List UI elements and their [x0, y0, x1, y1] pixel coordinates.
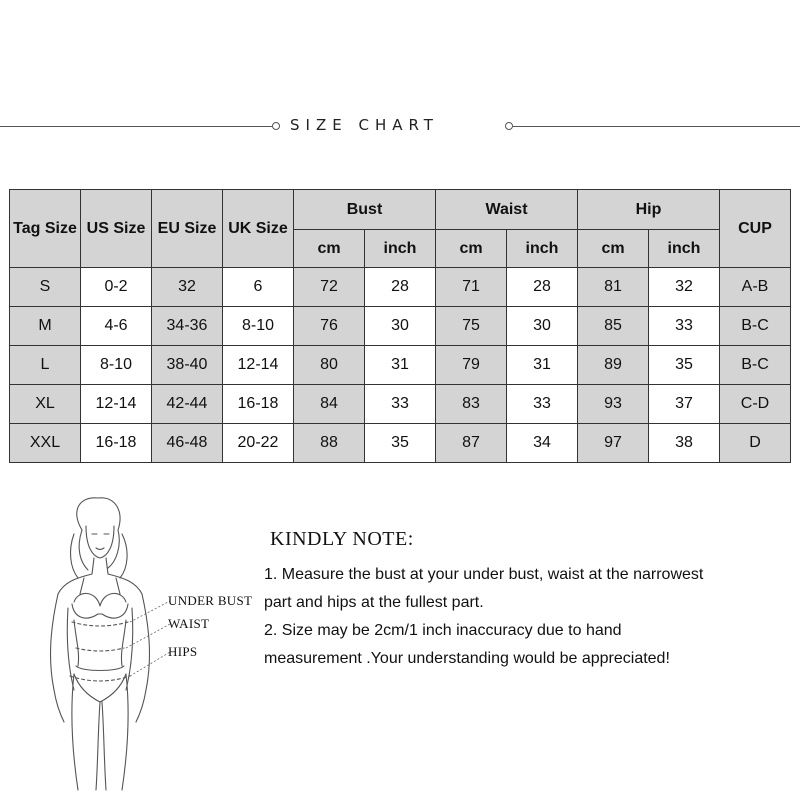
cell-waist-cm: 83 — [436, 385, 507, 424]
header-waist: Waist — [436, 190, 578, 230]
cell-bust-cm: 80 — [294, 346, 365, 385]
cell-bust-cm: 84 — [294, 385, 365, 424]
page-title: SIZE CHART — [290, 116, 439, 134]
cell-waist-inch: 34 — [507, 424, 578, 463]
header-uk-size: UK Size — [223, 190, 294, 268]
cell-uk: 12-14 — [223, 346, 294, 385]
cell-uk: 16-18 — [223, 385, 294, 424]
header-hip-inch: inch — [649, 230, 720, 268]
table-row — [10, 385, 791, 424]
cell-waist-inch: 30 — [507, 307, 578, 346]
cell-waist-inch: 28 — [507, 268, 578, 307]
header-eu-size: EU Size — [152, 190, 223, 268]
header-bust-inch: inch — [365, 230, 436, 268]
header-dot-left-icon — [272, 122, 280, 130]
cell-bust-cm: 88 — [294, 424, 365, 463]
cell-eu: 32 — [152, 268, 223, 307]
woman-figure-icon — [20, 490, 260, 800]
cell-hip-inch: 38 — [649, 424, 720, 463]
cell-us: 4-6 — [81, 307, 152, 346]
label-hips: HIPS — [168, 644, 198, 659]
header-line-right — [513, 126, 800, 127]
cell-waist-cm: 87 — [436, 424, 507, 463]
cell-tag: XXL — [10, 424, 81, 463]
cell-bust-inch: 30 — [365, 307, 436, 346]
body-measurement-figure — [20, 490, 260, 800]
header-line-left — [0, 126, 272, 127]
cell-hip-cm: 93 — [578, 385, 649, 424]
cell-bust-inch: 28 — [365, 268, 436, 307]
cell-tag: S — [10, 268, 81, 307]
cell-us: 16-18 — [81, 424, 152, 463]
cell-waist-cm: 75 — [436, 307, 507, 346]
cell-cup: B-C — [720, 307, 791, 346]
table-row — [10, 268, 791, 307]
cell-uk: 8-10 — [223, 307, 294, 346]
header-waist-inch: inch — [507, 230, 578, 268]
header-dot-right-icon — [505, 122, 513, 130]
header-waist-cm: cm — [436, 230, 507, 268]
cell-hip-cm: 97 — [578, 424, 649, 463]
cell-waist-inch: 31 — [507, 346, 578, 385]
label-waist: WAIST — [168, 616, 210, 631]
cell-cup: D — [720, 424, 791, 463]
cell-eu: 42-44 — [152, 385, 223, 424]
cell-us: 0-2 — [81, 268, 152, 307]
cell-eu: 46-48 — [152, 424, 223, 463]
cell-hip-cm: 85 — [578, 307, 649, 346]
cell-tag: L — [10, 346, 81, 385]
cell-uk: 20-22 — [223, 424, 294, 463]
cell-hip-cm: 81 — [578, 268, 649, 307]
cell-bust-inch: 31 — [365, 346, 436, 385]
cell-hip-cm: 89 — [578, 346, 649, 385]
cell-waist-cm: 71 — [436, 268, 507, 307]
header-cup: CUP — [720, 190, 791, 268]
note-title: KINDLY NOTE: — [270, 528, 414, 550]
cell-hip-inch: 33 — [649, 307, 720, 346]
header-bust: Bust — [294, 190, 436, 230]
cell-hip-inch: 35 — [649, 346, 720, 385]
cell-hip-inch: 32 — [649, 268, 720, 307]
table-row — [10, 307, 791, 346]
note-line-2: part and hips at the fullest part. — [264, 594, 484, 611]
cell-bust-inch: 35 — [365, 424, 436, 463]
label-under-bust: UNDER BUST — [168, 593, 253, 608]
cell-waist-cm: 79 — [436, 346, 507, 385]
header-hip-cm: cm — [578, 230, 649, 268]
note-line-4: measurement .Your understanding would be appreciated! — [264, 650, 670, 667]
note-line-3: 2. Size may be 2cm/1 inch inaccuracy due to hand — [264, 622, 622, 639]
cell-us: 12-14 — [81, 385, 152, 424]
cell-bust-cm: 72 — [294, 268, 365, 307]
header-bust-cm: cm — [294, 230, 365, 268]
header-hip: Hip — [578, 190, 720, 230]
cell-hip-inch: 37 — [649, 385, 720, 424]
cell-eu: 34-36 — [152, 307, 223, 346]
header-us-size: US Size — [81, 190, 152, 268]
note-line-1: 1. Measure the bust at your under bust, waist at the narrowest — [264, 566, 704, 583]
cell-eu: 38-40 — [152, 346, 223, 385]
table-row — [10, 424, 791, 463]
size-chart-header — [0, 112, 800, 142]
cell-uk: 6 — [223, 268, 294, 307]
size-table — [9, 189, 791, 463]
table-row — [10, 346, 791, 385]
cell-waist-inch: 33 — [507, 385, 578, 424]
cell-cup: B-C — [720, 346, 791, 385]
header-tag-size: Tag Size — [10, 190, 81, 268]
cell-bust-cm: 76 — [294, 307, 365, 346]
cell-bust-inch: 33 — [365, 385, 436, 424]
cell-cup: A-B — [720, 268, 791, 307]
cell-tag: XL — [10, 385, 81, 424]
cell-us: 8-10 — [81, 346, 152, 385]
cell-cup: C-D — [720, 385, 791, 424]
cell-tag: M — [10, 307, 81, 346]
